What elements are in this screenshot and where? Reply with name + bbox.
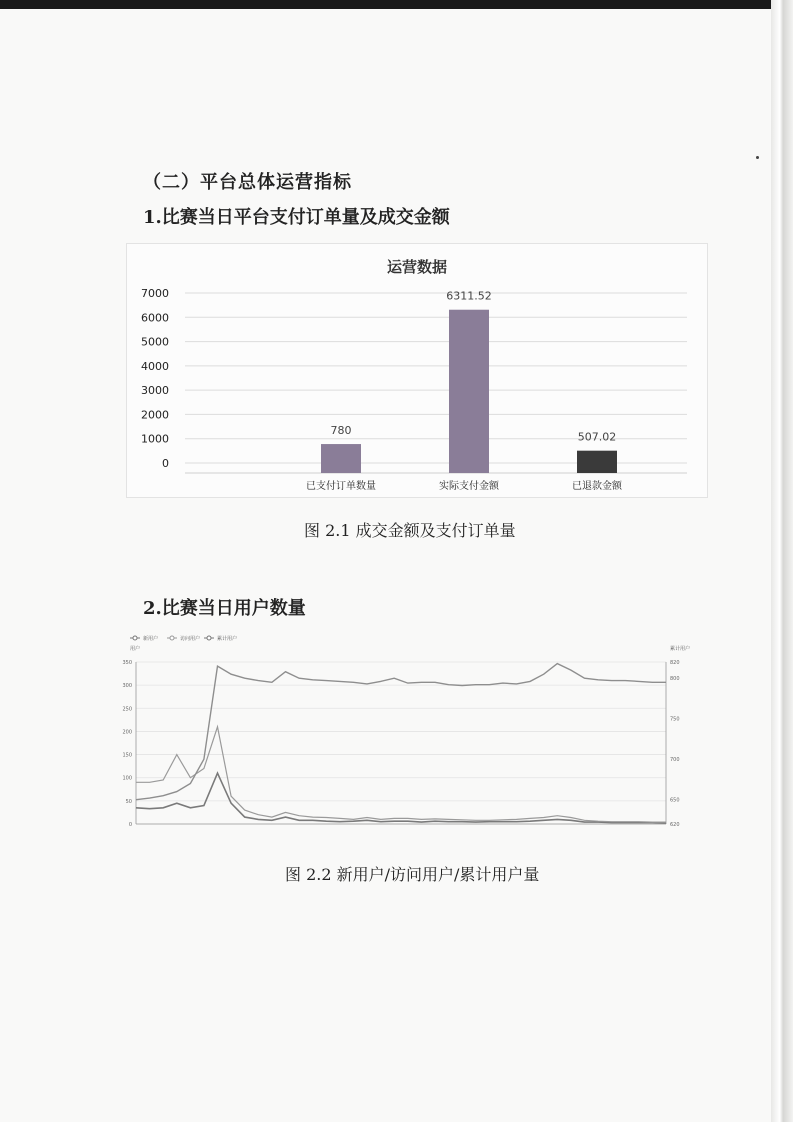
x-category-label: 实际支付金额: [439, 481, 499, 492]
y-left-tick-label: 50: [125, 798, 132, 805]
bar-data-label: 780: [330, 424, 352, 438]
subsection-heading-1: 1.比赛当日平台支付订单量及成交金额: [143, 207, 450, 228]
bar-data-label: 507.02: [577, 430, 617, 444]
y-left-tick-label: 350: [122, 660, 132, 666]
section-heading: （二）平台总体运营指标: [143, 172, 352, 193]
y-tick-label: 3000: [141, 384, 169, 398]
y-right-tick-label: 700: [670, 757, 680, 764]
legend-label: 累计用户: [217, 636, 238, 642]
y-right-tick-label: 800: [670, 676, 680, 683]
figure-caption-2: 图 2.2 新用户/访问用户/累计用户量: [285, 865, 540, 884]
series-line: [136, 773, 666, 823]
y-left-tick-label: 300: [122, 683, 132, 690]
x-category-label: 已支付订单数量: [306, 481, 376, 492]
figure-caption-1: 图 2.1 成交金额及支付订单量: [304, 521, 516, 540]
chart-title: 运营数据: [386, 258, 448, 276]
user-line-chart: [116, 632, 691, 832]
y-left-tick-label: 0: [128, 822, 132, 828]
y-tick-label: 1000: [141, 432, 169, 446]
right-axis-title: 累计用户: [670, 646, 691, 652]
y-right-tick-label: 650: [670, 797, 680, 804]
bar: [449, 310, 489, 473]
y-tick-label: 2000: [141, 408, 169, 422]
legend-label: 访问用户: [180, 636, 201, 642]
y-left-tick-label: 100: [122, 775, 132, 782]
operations-bar-chart: [126, 243, 708, 498]
left-axis-title: 用户: [130, 646, 141, 652]
scan-right-edge: [771, 0, 793, 1122]
y-tick-label: 5000: [141, 335, 169, 349]
legend-marker: [170, 636, 174, 640]
y-tick-label: 4000: [141, 359, 169, 373]
series-line: [136, 727, 666, 822]
scan-top-edge: [0, 0, 793, 9]
x-category-label: 已退款金额: [572, 481, 622, 492]
y-tick-label: 0: [162, 457, 169, 470]
legend-marker: [207, 636, 211, 640]
bar-data-label: 6311.52: [446, 289, 492, 303]
y-right-tick-label: 620: [670, 822, 680, 828]
y-left-tick-label: 150: [122, 752, 132, 759]
line-chart-svg: [116, 632, 691, 832]
y-left-tick-label: 200: [122, 729, 132, 736]
legend-marker: [133, 636, 137, 640]
legend-label: 新用户: [143, 636, 159, 642]
y-right-tick-label: 820: [670, 660, 680, 666]
scan-speck: [756, 156, 759, 159]
bar: [321, 444, 361, 473]
y-left-tick-label: 250: [122, 706, 132, 713]
y-tick-label: 7000: [141, 287, 169, 300]
bar-chart-svg: [127, 244, 707, 497]
bar: [577, 451, 617, 473]
y-right-tick-label: 750: [670, 716, 680, 723]
y-tick-label: 6000: [141, 311, 169, 325]
subsection-heading-2: 2.比赛当日用户数量: [143, 598, 306, 619]
